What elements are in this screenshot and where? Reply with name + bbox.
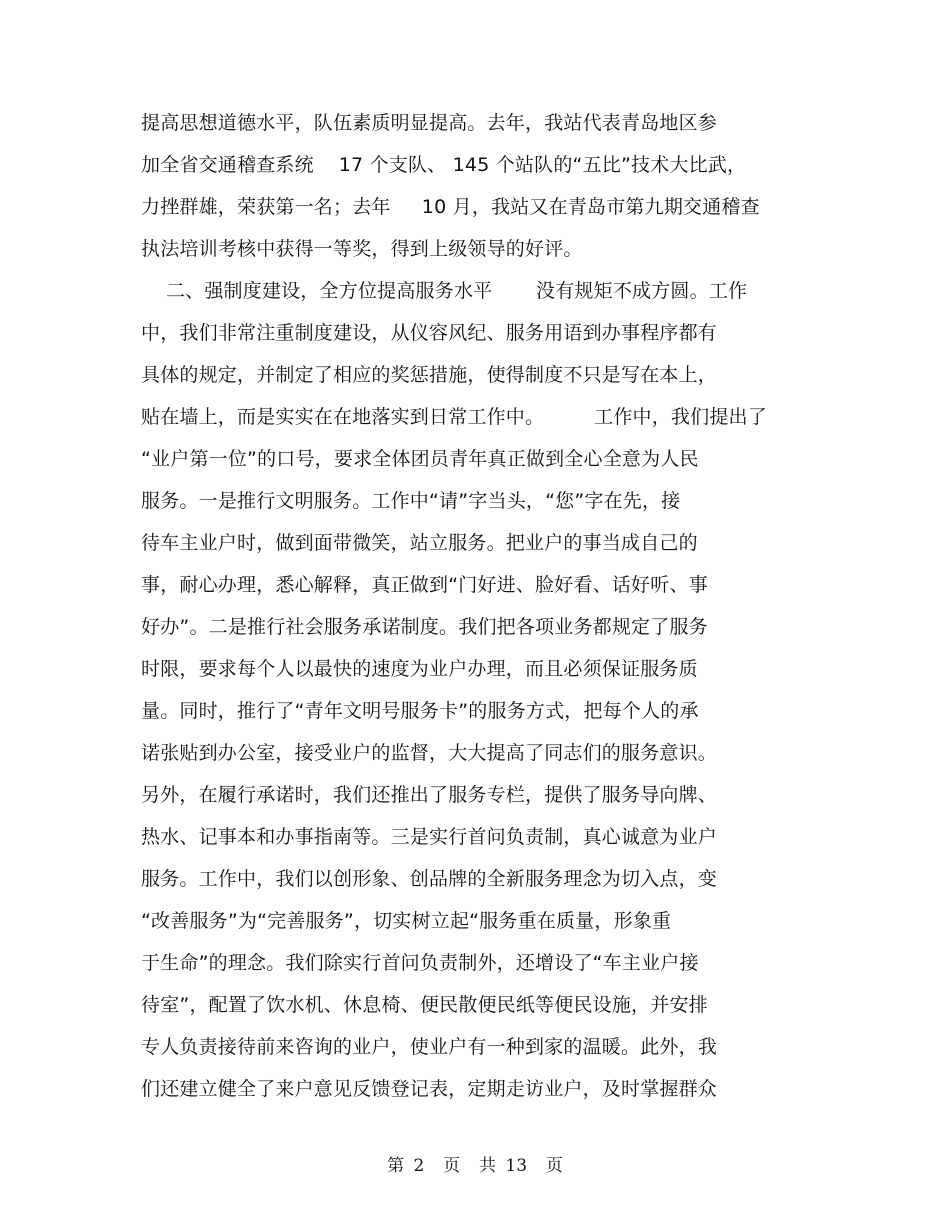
text-line: 待室”，配置了饮水机、休息椅、便民散便民纸等便民设施，并安排 <box>141 994 708 1016</box>
text-line: “改善服务”为“完善服务”，切实树立起“服务重在质量，形象重 <box>141 910 672 932</box>
text-line: 执法培训考核中获得一等奖，得到上级领导的好评。 <box>141 238 583 260</box>
text-line: 贴在墙上，而是实实在在地落实到日常工作中。 工作中，我们提出了 <box>141 406 767 428</box>
text-line: 待车主业户时，做到面带微笑，站立服务。把业户的事当成自己的 <box>141 532 698 554</box>
text-line: “业户第一位”的口号，要求全体团员青年真正做到全心全意为人民 <box>141 448 699 470</box>
text-line: 提高思想道德水平，队伍素质明显提高。去年，我站代表青岛地区参 <box>141 112 718 134</box>
text-line: 于生命”的理念。我们除实行首问负责制外，还增设了“车主业户接 <box>141 952 699 974</box>
text-line: 专人负责接待前来咨询的业户，使业户有一种到家的温暖。此外，我 <box>141 1036 718 1058</box>
text-line: 另外，在履行承诺时，我们还推出了服务专栏，提供了服务导向牌、 <box>141 784 718 806</box>
text-line: 服务。一是推行文明服务。工作中“请”字当头，“您”字在先，接 <box>141 490 681 512</box>
text-line: 热水、记事本和办事指南等。三是实行首问负责制，真心诚意为业户 <box>141 826 718 848</box>
text-line: 中，我们非常注重制度建设，从仪容风纪、服务用语到办事程序都有 <box>141 322 718 344</box>
text-line: 时限，要求每个人以最快的速度为业户办理，而且必须保证服务质 <box>141 658 698 680</box>
text-line: 力挫群雄，荣获第一名；去年 10 月，我站又在青岛市第九期交通稽查 <box>141 196 760 218</box>
text-line: 加全省交通稽查系统 17 个支队、 145 个站队的“五比”技术大比武， <box>141 154 747 176</box>
text-line: 诺张贴到办公室，接受业户的监督，大大提高了同志们的服务意识。 <box>141 742 718 764</box>
text-line: 事，耐心办理，悉心解释，真正做到“门好进、脸好看、话好听、事 <box>141 574 708 596</box>
text-line: 好办”。二是推行社会服务承诺制度。我们把各项业务都规定了服务 <box>141 616 708 638</box>
text-line: 二、强制度建设，全方位提高服务水平 没有规矩不成方圆。工作 <box>141 280 748 302</box>
text-line: 量。同时，推行了“青年文明号服务卡”的服务方式，把每个人的承 <box>141 700 699 722</box>
text-line: 们还建立健全了来户意见反馈登记表，定期走访业户，及时掌握群众 <box>141 1078 718 1100</box>
text-line: 服务。工作中，我们以创形象、创品牌的全新服务理念为切入点，变 <box>141 868 718 890</box>
page-footer: 第 2 页 共 13 页 <box>387 1156 563 1176</box>
text-line: 具体的规定，并制定了相应的奖惩措施，使得制度不只是写在本上， <box>141 364 718 386</box>
